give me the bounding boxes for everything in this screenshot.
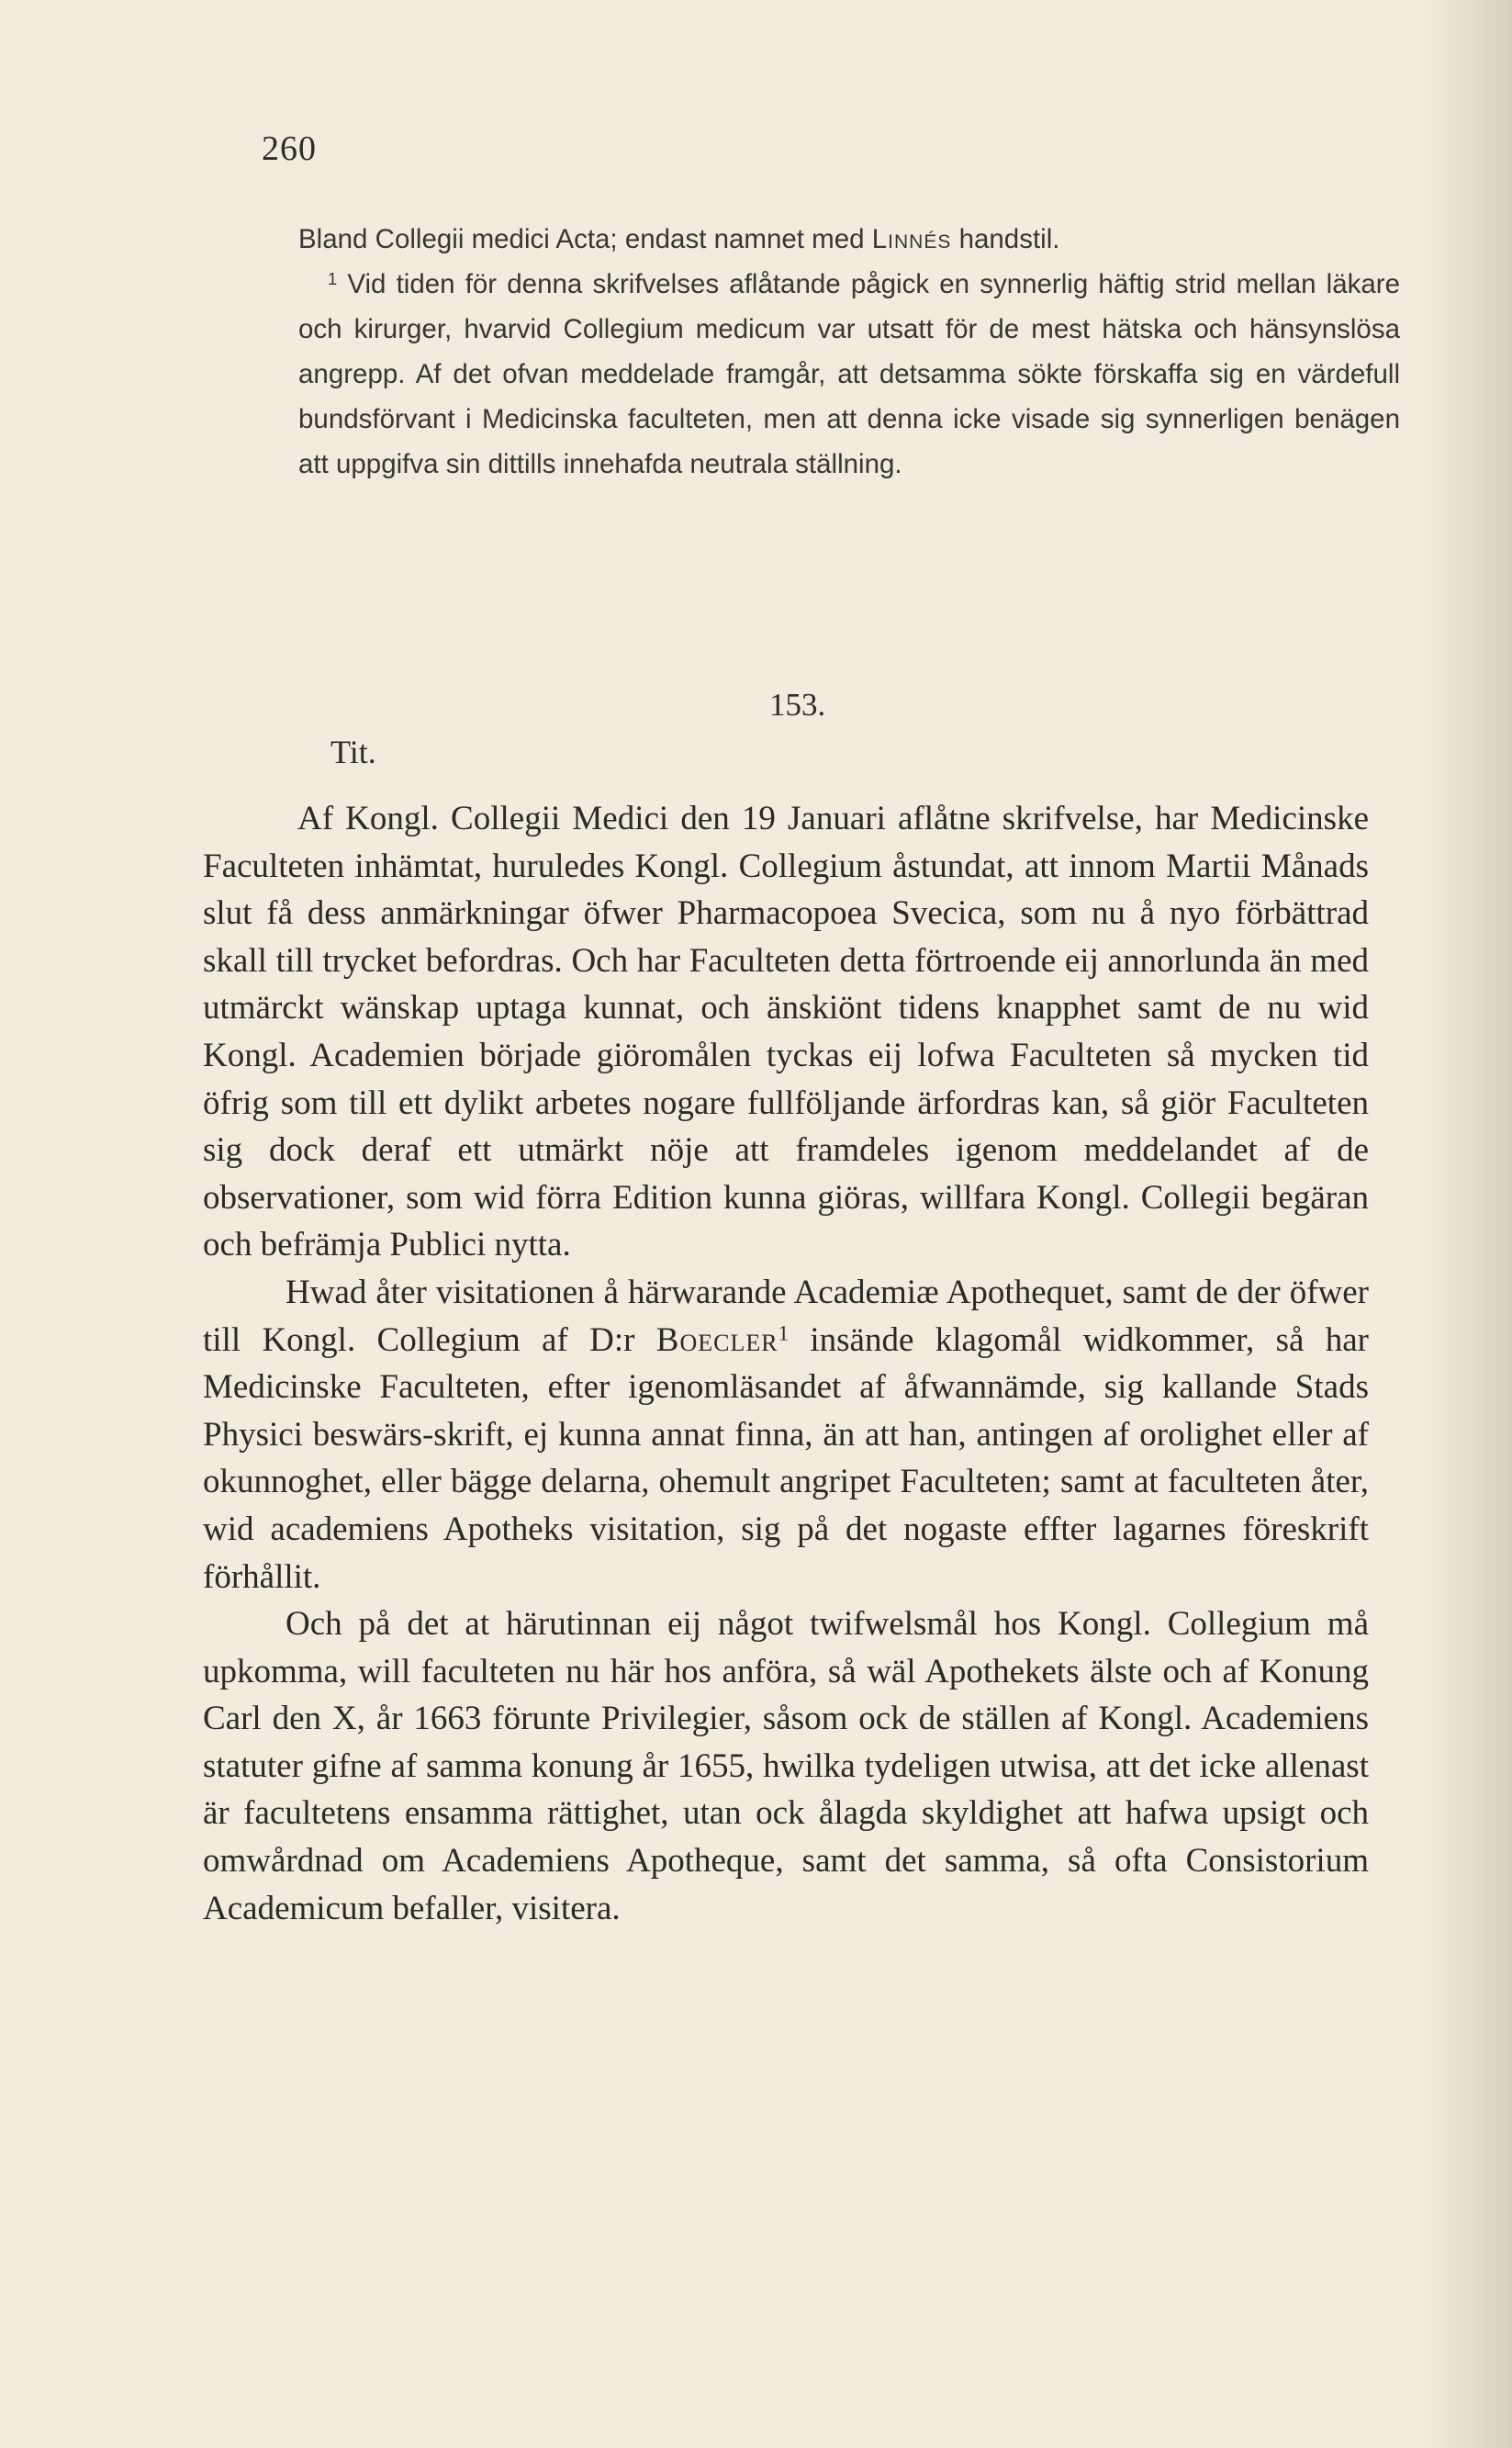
- boecler-name: Boecler: [655, 1320, 778, 1359]
- letter-body: [203, 795, 1369, 1932]
- salutation: Tit.: [330, 734, 376, 770]
- paragraph-2-end: insände klagomål widkommer, så har Medicinske Faculteten, efter igenomläsandet af åfwannämde, sig kallande Stads Physici beswärs-skrift, ej kunna annat finna, än att han, antingen af orolighet eller af okunnoghet, eller bägge delarna, ohemult angripet Faculteten; samt at faculteten åter, wid academiens Apotheks visitation, sig på det nogaste effter lagarnes föreskrift förhållit.: [203, 1320, 1370, 1596]
- footnote: [298, 262, 1400, 487]
- paragraph-1: Af Kongl. Collegii Medici den 19 Januari aflåtne skrifvelse, har Medicinske Faculteten inhämtat, huruledes Kongl. Collegium åstundat, att innom Martii Månads slut få dess anmärkningar öfwer Pharmacopoea Svecica, som nu å nyo förbättrad skall till trycket befordras. Och har Faculteten detta förtroende eij annorlunda än med utmärckt wänskap uptaga kunnat, och änskiönt tidens knapphet samt de nu wid Kongl. Academien började giöromålen tyckas eij lofwa Faculteten så mycken tid öfrig som till ett dylikt arbetes nogare fullföljande ärfordras kan, så giör Faculteten sig dock deraf ett utmärkt nöje att framdeles igenom meddelandet af de observationer, som wid förra Edition kunna giöras, willfara Kongl. Collegii begäran och befrämja Publici nytta.: [203, 800, 1369, 1264]
- page-number: 260: [262, 129, 317, 168]
- intro-tail: handstil.: [958, 224, 1060, 254]
- footnote-marker: 1: [328, 268, 338, 288]
- letter-number: 153.: [769, 687, 826, 723]
- paragraph-3: Och på det at härutinnan eij något twifwelsmål hos Kongl. Collegium må upkomma, will faculteten nu här hos anföra, så wäl Apothekets älste och af Konung Carl den X, år 1663 förunte Privilegier, såsom ock de ställen af Kongl. Academiens statuter gifne af samma konung år 1655, hwilka tydeligen utwisa, att det icke allenast är facultetens ensamma rättighet, utan ock ålagda skyldighet att hafwa upsigt och omwårdnad om Academiens Apotheque, samt det samma, så ofta Consistorium Academicum befaller, visitera.: [203, 1605, 1369, 1927]
- intro-name: Linnés: [871, 224, 952, 254]
- footnote-text: Vid tiden för denna skrifvelses aflåtande pågick en synnerlig häftig strid mellan läkare och kirurger, hvarvid Collegium medicum var utsatt för de mest hätska och hänsynslösa angrepp. Af det ofvan meddelade framgår, att detsamma sökte förskaffa sig en värdefull bundsförvant i Medicinska faculteten, men att denna icke visade sig synnerligen benägen att uppgifva sin dittills innehafda neutrala ställning.: [298, 269, 1400, 479]
- intro-text: Bland Collegii medici Acta; endast namnet med: [298, 224, 865, 254]
- paragraph-2-marker: 1: [778, 1321, 790, 1345]
- note-block: [298, 217, 1400, 487]
- paragraph-2: [203, 1269, 1369, 1600]
- intro-line: [298, 217, 1400, 262]
- paragraph-2-start: Hwad åter visitationen å härwarande Academiæ Apothequet, samt de der öfwer till Kongl. Collegium af D:r: [203, 1273, 1369, 1359]
